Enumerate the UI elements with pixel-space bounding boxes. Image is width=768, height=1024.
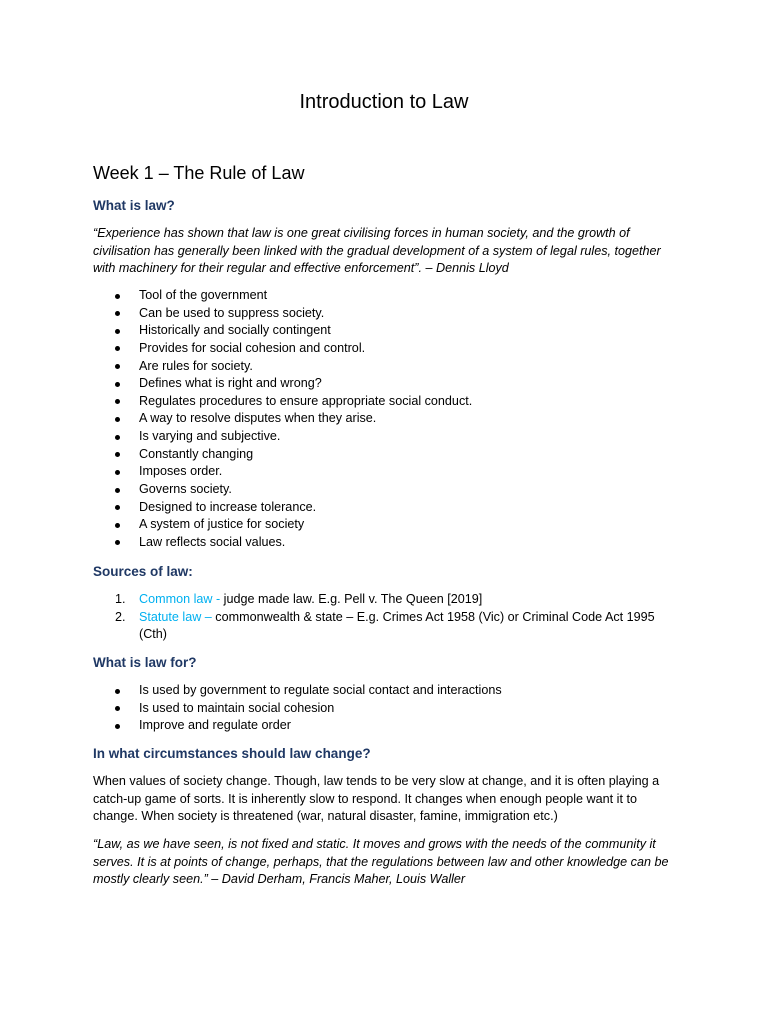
list-item: Historically and socially contingent — [93, 322, 472, 340]
bullet-icon — [115, 470, 120, 475]
list-number: 2. — [115, 609, 126, 624]
bullet-icon — [115, 382, 120, 387]
bullet-icon — [115, 399, 120, 404]
bullet-icon — [115, 488, 120, 493]
list-item: A system of justice for society — [93, 516, 472, 534]
heading-what-is-law: What is law? — [93, 198, 175, 213]
what-is-law-list — [93, 287, 472, 552]
list-item — [93, 591, 683, 609]
list-number: 1. — [115, 592, 126, 606]
bullet-icon — [115, 435, 120, 440]
list-item: Is varying and subjective. — [93, 428, 472, 446]
list-item: A way to resolve disputes when they arise. — [93, 410, 472, 428]
source-term: Statute law – — [139, 609, 212, 624]
week-heading: Week 1 – The Rule of Law — [93, 163, 305, 183]
list-item: Designed to increase tolerance. — [93, 499, 472, 517]
bullet-icon — [115, 329, 120, 334]
bullet-icon — [115, 294, 120, 299]
sources-of-law-list — [93, 591, 683, 644]
list-item: Imposes order. — [93, 463, 472, 481]
list-item: Are rules for society. — [93, 358, 472, 376]
what-is-law-for-list — [93, 682, 502, 735]
list-item: Tool of the government — [93, 287, 472, 305]
law-change-paragraph: When values of society change. Though, law tends to be very slow at change, and it is often playing a catch-up game of sorts. It is inherently slow to respond. It changes when enough people want it to change. When society is threatened (war, natural disaster, famine, immigration etc.) — [93, 774, 660, 824]
bullet-icon — [115, 364, 120, 369]
document-title: Introduction to Law — [299, 91, 469, 113]
bullet-icon — [115, 505, 120, 510]
heading-what-is-law-for: What is law for? — [93, 655, 197, 670]
list-item: Constantly changing — [93, 446, 472, 464]
source-description: commonwealth & state – E.g. Crimes Act 1958 (Vic) or Criminal Code Act 1995 (Cth) — [139, 609, 655, 642]
bullet-icon — [115, 706, 120, 711]
list-item: Can be used to suppress society. — [93, 305, 472, 323]
heading-sources-of-law: Sources of law: — [93, 564, 193, 579]
bullet-icon — [115, 724, 120, 729]
bullet-icon — [115, 540, 120, 545]
bullet-icon — [115, 523, 120, 528]
list-item: Governs society. — [93, 481, 472, 499]
list-item: Improve and regulate order — [93, 717, 502, 735]
bullet-icon — [115, 311, 120, 316]
bullet-icon — [115, 346, 120, 351]
bullet-icon — [115, 452, 120, 457]
bullet-icon — [115, 417, 120, 422]
list-item: Is used by government to regulate social contact and interactions — [93, 682, 502, 700]
list-item — [93, 609, 683, 644]
source-description: judge made law. E.g. Pell v. The Queen [2019] — [220, 592, 483, 606]
list-item: Defines what is right and wrong? — [93, 375, 472, 393]
derham-maher-waller-quote: “Law, as we have seen, is not fixed and static. It moves and grows with the needs of the community it serves. It is at points of change, perhaps, that the regulations between law and other knowledge can be mostly clearly seen.” – David Derham, Francis Maher, Louis Waller — [93, 837, 669, 887]
heading-law-change: In what circumstances should law change? — [93, 746, 371, 761]
dennis-lloyd-quote: “Experience has shown that law is one great civilising forces in human society, and the growth of civilisation has generally been linked with the gradual development of a system of legal rules, together with machinery for their regular and effective enforcement”. – Dennis Lloyd — [93, 226, 661, 276]
list-item: Regulates procedures to ensure appropriate social conduct. — [93, 393, 472, 411]
bullet-icon — [115, 689, 120, 694]
list-item: Is used to maintain social cohesion — [93, 700, 502, 718]
list-item: Provides for social cohesion and control. — [93, 340, 472, 358]
source-term: Common law - — [139, 592, 221, 606]
list-item: Law reflects social values. — [93, 534, 472, 552]
